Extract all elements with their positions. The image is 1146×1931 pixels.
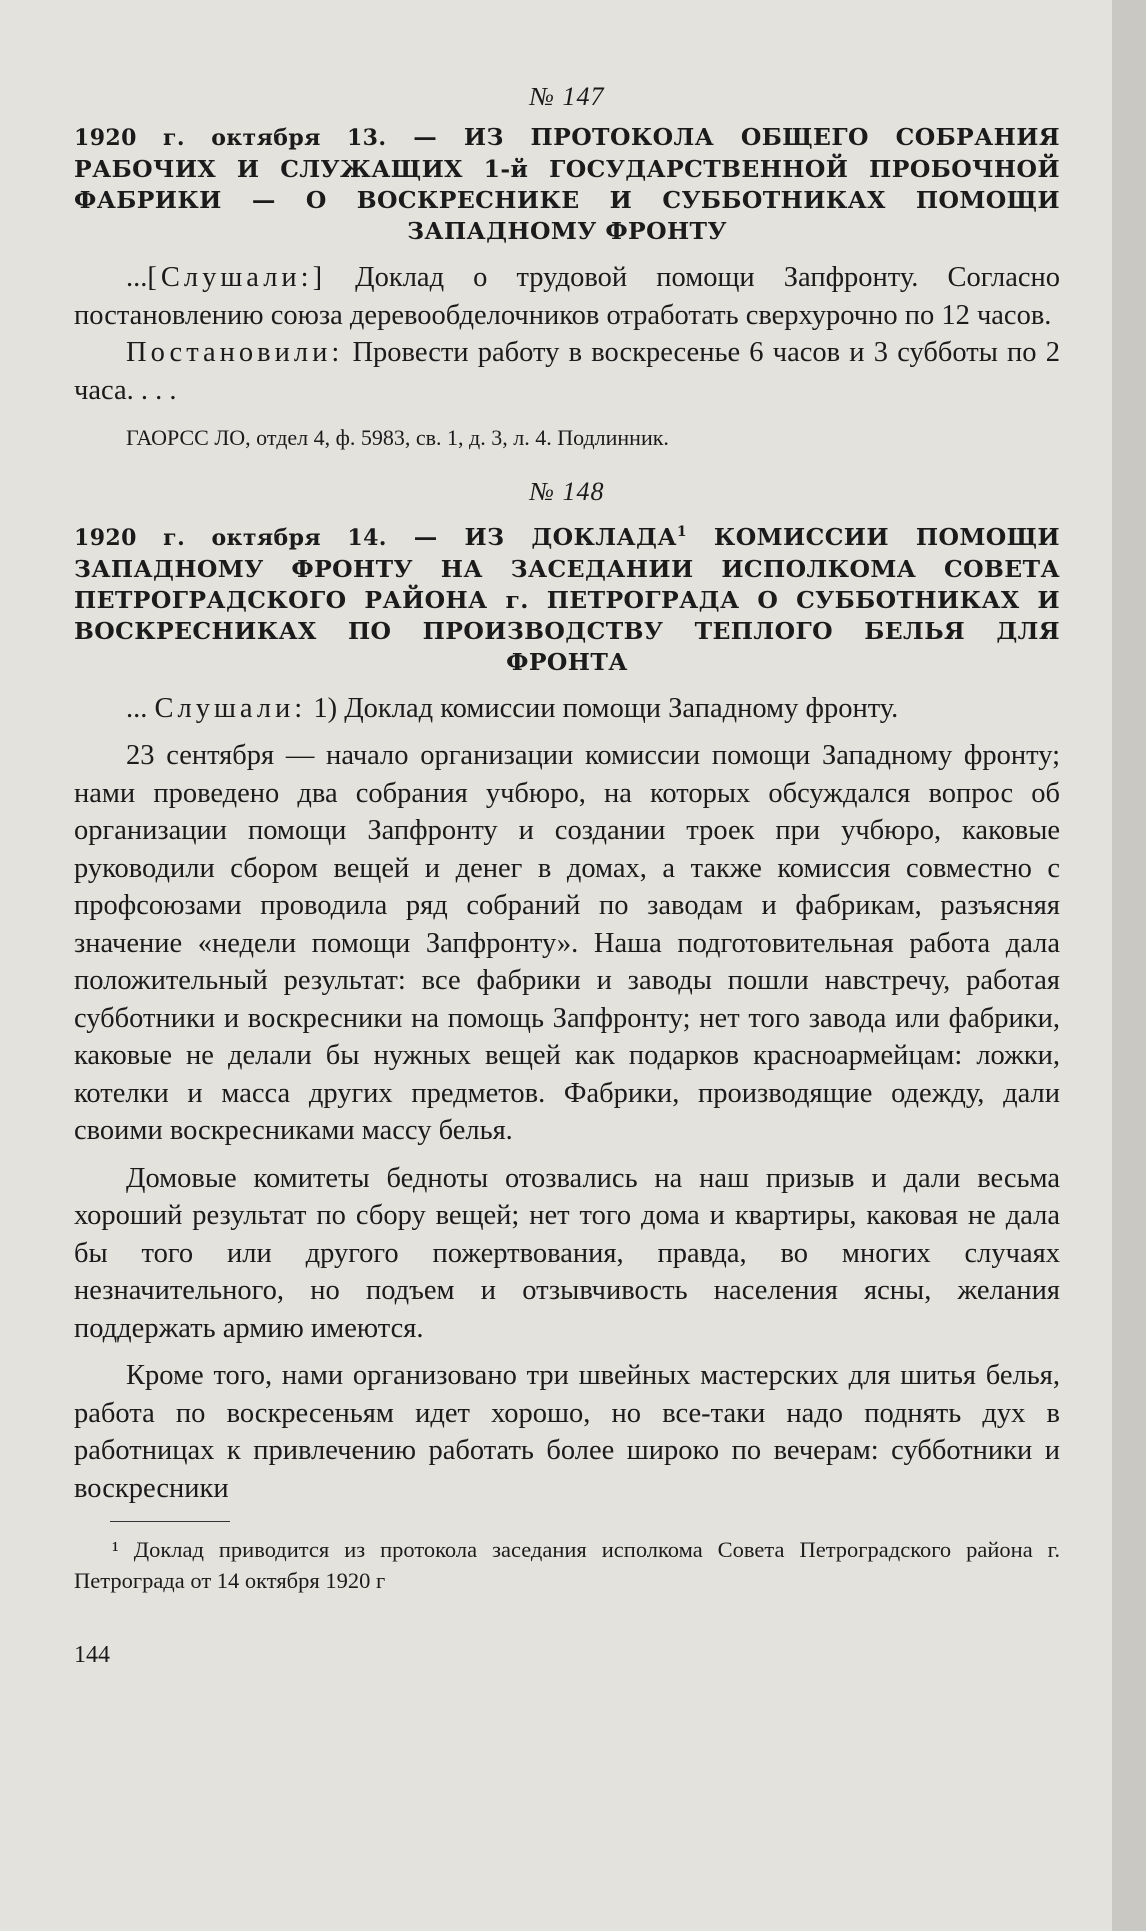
footnote: ¹ Доклад приводится из протокола заседания исполкома Совета Петроградского района г. Петрограда от 14 октября 1920 г bbox=[74, 1537, 1060, 1594]
heard-text: 1) Доклад комиссии помощи Западному фронту. bbox=[313, 692, 899, 724]
heading-title-part: КОМИССИИ ПОМОЩИ ЗАПАДНОМУ ФРОНТУ НА ЗАСЕДАНИИ ИСПОЛКОМА СОВЕТА ПЕТРОГРАДСКОГО РАЙОНА г. ПЕТРОГРАДА О СУББОТНИКАХ И ВОСКРЕСНИКАХ ПО ПРОИЗВОДСТВУ ТЕПЛОГО БЕЛЬЯ ДЛЯ ФРОНТА bbox=[74, 522, 1061, 676]
resolved-text: Провести работу в воскресенье 6 часов и 3 субботы по 2 часа. . . . bbox=[74, 337, 1061, 406]
heading-title: — ИЗ ПРОТОКОЛА ОБЩЕГО СОБРАНИЯ РАБОЧИХ И СЛУЖАЩИХ 1-й ГОСУДАРСТВЕННОЙ ПРОБОЧНОЙ ФАБРИКИ — О ВОСКРЕСНИКЕ И СУББОТНИКАХ ПОМОЩИ ЗАПАДНОМУ ФРОНТУ bbox=[74, 123, 1060, 245]
body-paragraph: Кроме того, нами организовано три швейных мастерских для шитья белья, работа по воскресеньям идет хорошо, но все-таки надо поднять дух в работницах к привлечению работать более широко по вечерам: субботники и воскресники bbox=[74, 1360, 1060, 1504]
document-heading-148 bbox=[74, 517, 1060, 678]
page-text-block bbox=[74, 60, 1060, 1669]
document-number-147: № 147 bbox=[529, 82, 605, 111]
heading-date: 1920 г. октября 13. bbox=[74, 125, 387, 151]
heard-label: Слушали: bbox=[154, 692, 307, 724]
archive-reference: ГАОРСС ЛО, отдел 4, ф. 5983, св. 1, д. 3, л. 4. Подлинник. bbox=[126, 425, 669, 450]
heard-label: [Слушали:] bbox=[147, 262, 327, 293]
body-paragraph: Домовые комитеты бедноты отозвались на наш призыв и дали весьма хороший результат по сбору вещей; нет того дома и квартиры, каковая не дала бы того или другого пожертвования, правда, во многих случаях незначительного, но подъем и отзывчивость населения ясны, желания поддержать армию имеются. bbox=[74, 1162, 1060, 1344]
footnote-divider bbox=[110, 1521, 230, 1522]
heard-paragraph bbox=[74, 259, 1060, 334]
heading-title-part: — ИЗ ДОКЛАДА bbox=[413, 522, 677, 551]
heard-paragraph bbox=[74, 690, 1060, 728]
heading-date: 1920 г. октября 14. bbox=[74, 524, 387, 551]
ellipsis: ... bbox=[126, 262, 148, 293]
resolved-label: Постановили: bbox=[126, 337, 344, 368]
resolved-paragraph bbox=[74, 334, 1060, 409]
footnote-mark: 1 bbox=[676, 524, 688, 540]
document-heading-147 bbox=[74, 122, 1060, 247]
ellipsis: ... bbox=[126, 692, 148, 724]
page-number: 144 bbox=[74, 1642, 110, 1669]
document-number-148: № 148 bbox=[529, 477, 605, 506]
body-paragraph: 23 сентября — начало организации комиссии помощи Западному фронту; нами проведено два собрания учбюро, на которых обсуждался вопрос об организации помощи Запфронту и создании троек при учбюро, каковые руководили сбором вещей и денег в домах, а также комиссия совместно с профсоюзами проводила ряд собраний по заводам и фабрикам, разъясняя значение «недели помощи Запфронту». Наша подготовительная работа дала положительный результат: все фабрики и заводы пошли навстречу, работая субботники и воскресники на помощь Запфронту; нет того завода или фабрики, каковые не делали бы нужных вещей как подарков красноармейцам: ложки, котелки и масса других предметов. Фабрики, производящие одежду, дали своими воскресниками массу белья. bbox=[74, 740, 1060, 1147]
page-edge-shadow bbox=[1112, 0, 1146, 1931]
heard-text: Доклад о трудовой помощи Запфронту. Согласно постановлению союза деревообделочников отработать сверхурочно по 12 часов. bbox=[74, 262, 1060, 331]
